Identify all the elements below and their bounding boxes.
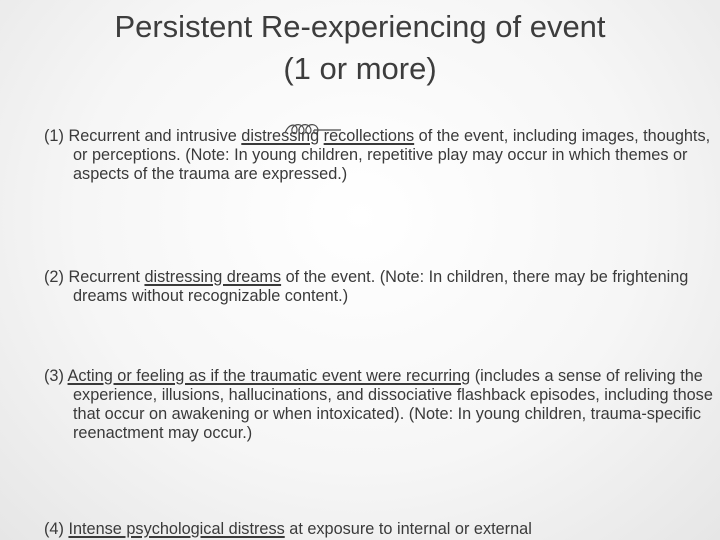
underlined-phrase: Acting or feeling as if the traumatic event were recurring: [67, 367, 471, 385]
title-line-1: Persistent Re-experiencing of event: [114, 9, 606, 44]
slide-title: [40, 6, 680, 90]
underlined-phrase: distressing dreams: [144, 268, 282, 286]
item-number: (3): [44, 367, 64, 385]
title-line-2: (1 or more): [283, 51, 437, 86]
underlined-phrase: Intense psychological distress: [68, 520, 285, 538]
item-text: of the event. (Note: In children, there may be frightening dreams without recognizable content.): [73, 268, 689, 305]
item-text: of the event, including images, thoughts, or perceptions. (Note: In young children, repetitive play may occur in which themes or aspects of the trauma are expressed.): [73, 127, 711, 183]
underlined-phrase-wrap: [241, 127, 319, 146]
item-text: Recurrent: [68, 268, 145, 286]
item-number: (1): [44, 127, 64, 145]
item-text: (includes a sense of reliving the experience, illusions, hallucinations, and dissociative flashback episodes, including those that occur on awakening or when intoxicated). (Note: In young children, trauma-specific reenactment may occur.): [73, 367, 713, 442]
criterion-item-3: [44, 367, 720, 443]
handwritten-loops-mark: [283, 121, 343, 137]
item-text: Recurrent and intrusive: [68, 127, 242, 145]
item-number: (2): [44, 268, 64, 286]
underlined-phrase: recollections: [323, 127, 415, 145]
criterion-item-4: [44, 520, 720, 539]
item-text: at exposure to internal or external: [284, 520, 532, 538]
underlined-phrase: distressing: [241, 127, 320, 145]
item-number: (4): [44, 520, 64, 538]
criterion-item-2: [44, 268, 720, 306]
criterion-item-1: [44, 127, 720, 184]
